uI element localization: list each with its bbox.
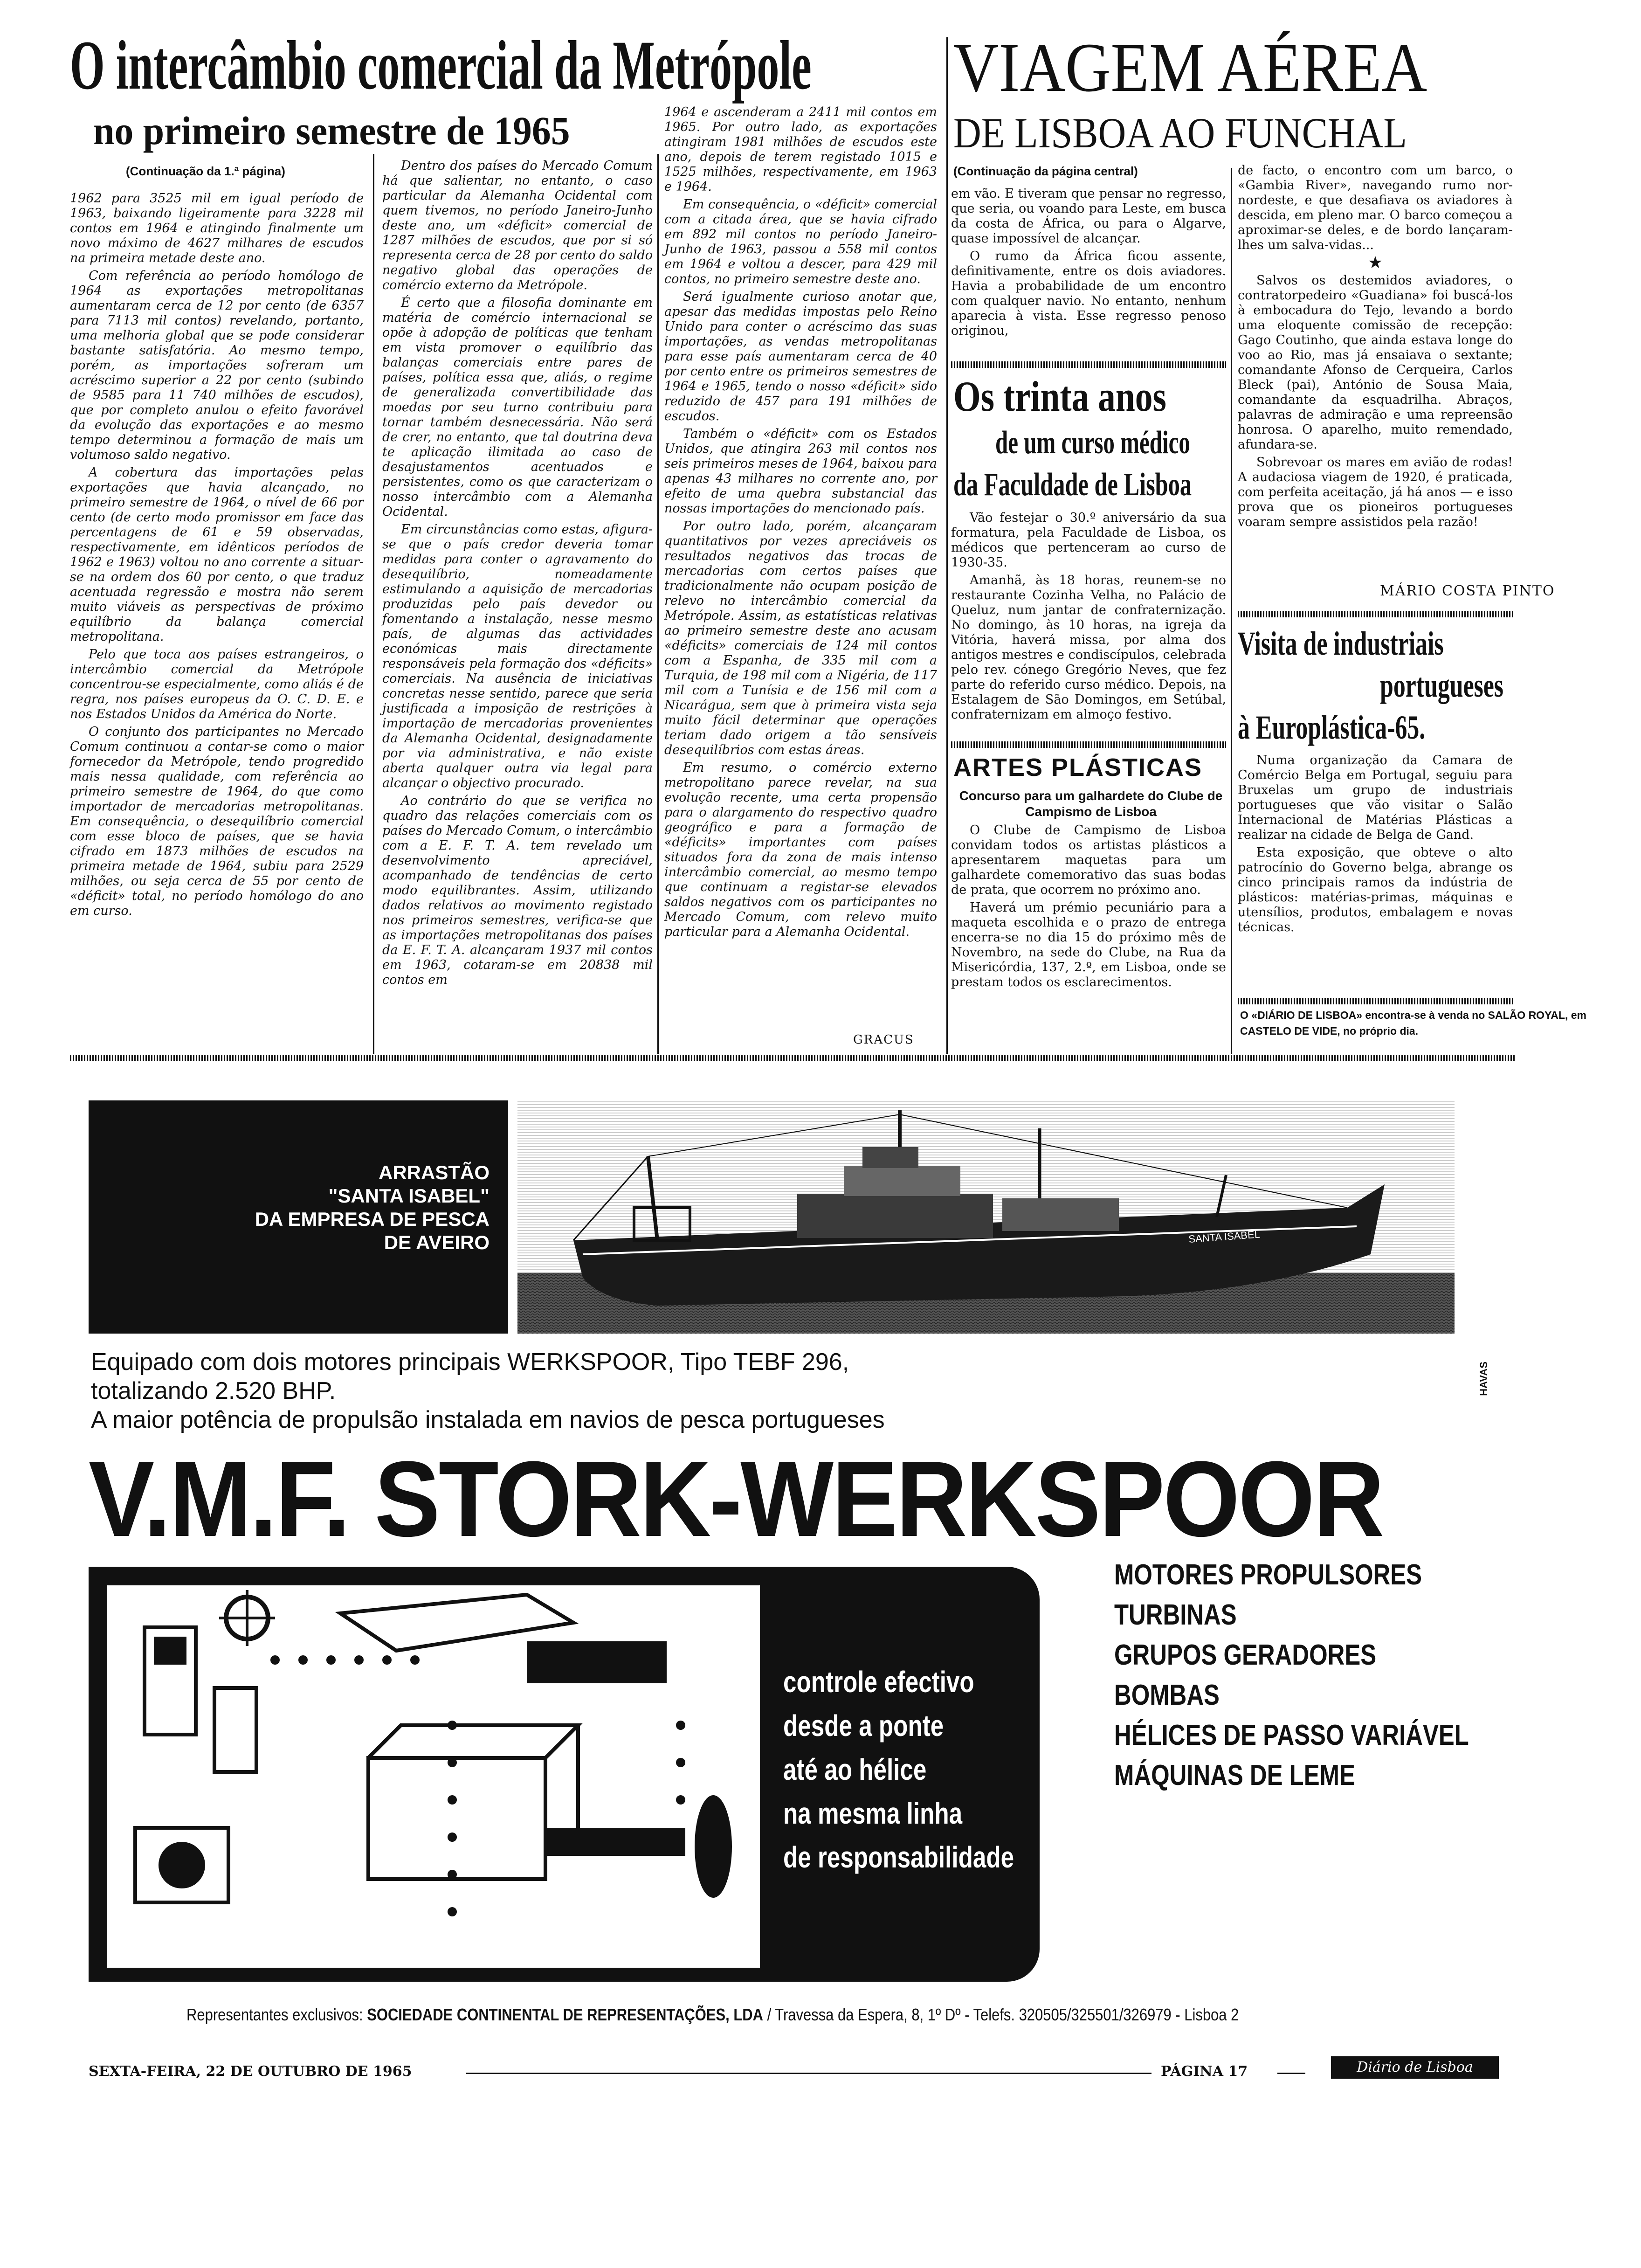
ad-slogan (783, 1660, 1026, 1879)
ship-caption-line1: ARRASTÃO (379, 1162, 490, 1183)
article3-subtitle2: da Faculdade de Lisboa (953, 467, 1192, 503)
article5-p2: Esta exposição, que obteve o alto patrocínio do Governo belga, abrange os cinco principais ramos da indústria de plásticos: matérias-primas, máquinas e utensílios, produtos, embalagem e novas técnicas. (1238, 845, 1513, 934)
ship-caption-line3: DA EMPRESA DE PESCA (255, 1208, 490, 1230)
article1-c3-p3: Será igualmente curioso anotar que, apesar das medidas impostas pelo Reino Unido para conter o acréscimo das suas importações, as vendas metropolitanas para esse país aumentaram cerca de 40 por cento entre os primeiros semestres de 1964 e 1965, tendo o nosso «déficit» sido reduzido de 457 para 191 milhões de escudos. (664, 290, 937, 423)
article2-c1-p2: O rumo da África ficou assente, definitivamente, entre os dois aviadores. Havia a probabilidade de um encontro com qualquer navio. No entanto, nenhum aparecia à vista. Esse regresso penoso originou, (951, 249, 1226, 338)
column-rule (657, 154, 659, 1054)
article1-c3-p2: Em consequência, o «déficit» comercial com a citada área, que se havia cifrado em 892 mil contos no período Janeiro-Junho de 1963, passou a 558 mil contos em 1964 e voltou a descer, para 429 mil contos, no primeiro semestre deste ano. (664, 197, 937, 286)
engine-diagram-box (89, 1567, 1040, 1982)
article1-c2-p1: Dentro dos países do Mercado Comum há que salientar, no entanto, o caso particular da Alemanha Ocidental com quem tivemos, no período Janeiro-Junho deste ano, um «déficit» comercial de 1287 milhões de escudos, que por si só representa cerca de 28 por cento do saldo negativo global das operações de comércio externo da Metrópole. (382, 159, 653, 292)
article2-c2-p2: Salvos os destemidos aviadores, o contratorpedeiro «Guadiana» foi buscá-los à embocadura do Tejo, levando a bordo uma eloquente comissão de recepção: Gago Coutinho, que ainda estava longe do voo ao Rio, mas já ensaiava o sextante; comandante Afonso de Cerqueira, Carlos Bleck (pai), António de Sousa Maia, comandante da esquadrilha. Abraços, palavras de admiração e uma repreensão honrosa. O aparelho, muito remendado, afundara-se. (1238, 273, 1513, 452)
representatives-line (186, 2005, 1501, 2025)
brand-logo: V.M.F. STORK-WERKSPOOR (89, 1439, 1383, 1559)
article4-p1: O Clube de Campismo de Lisboa convidam todos os artistas plásticos a apresentarem maquetas para um galhardete comemorativo das suas bodas de prata, que ocorrem no próximo ano. (951, 823, 1226, 897)
notice-line1: O «DIÁRIO DE LISBOA» encontra-se à venda no SALÃO ROYAL, em (1240, 1009, 1586, 1021)
article1-column-2 (382, 159, 653, 1044)
slogan-line3: até ao hélice (783, 1753, 927, 1786)
slogan-line4: na mesma linha (783, 1797, 963, 1830)
article2-c2-p3: Sobrevoar os mares em avião de rodas! A audaciosa viagem de 1920, é praticada, com perfeita aceitação, já há anos — e isso prova que os pioneiros portugueses voaram sempre assistidos pela razão! (1238, 455, 1513, 529)
article1-c1-p2: Com referência ao período homólogo de 1964 as exportações metropolitanas aumentaram cerca de 12 por cento (de 6357 para 7113 mil contos) revelando, portanto, uma melhoria global que se pode considerar bastante satisfatória. Ao mesmo tempo, porém, as importações sofreram um acréscimo superior a 22 por cento (subindo de 9585 para 11 740 milhões de escudos), que por completo anulou o efeito favorável da evolução das exportações e ao mesmo tempo determinou a formação de mais um volumoso saldo negativo. (70, 269, 364, 462)
article1-column-1 (70, 191, 364, 1044)
article1-c2-p3: Em circunstâncias como estas, afigura-se que o país credor deveria tomar medidas para conter o agravamento do desequilíbrio, nomeadamente estimulando a aquisição de mercadorias produzidas pelo país devedor ou fomentando a instalação, nesse mesmo país, de algumas das actividades económicas mais directamente responsáveis pela formação dos «déficits» comerciais. Na ausência de iniciativas concretas nesse sentido, parece que seria justificada a imposição de restrições à importação de mercadorias provenientes da Alemanha Ocidental, designadamente por via administrativa, e não existe aberta qualquer outra via legal para alcançar o objectivo procurado. (382, 522, 653, 790)
engine-diagram-icon (107, 1585, 760, 1968)
article3-body (951, 511, 1226, 737)
product-item: TURBINAS (1114, 1599, 1237, 1631)
footer-rule (466, 2073, 1151, 2074)
reps-label: Representantes exclusivos: (186, 2005, 363, 2024)
product-item: BOMBAS (1114, 1679, 1220, 1711)
reps-company: SOCIEDADE CONTINENTAL DE REPRESENTAÇÕES, LDA (367, 2005, 763, 2024)
product-item: MÁQUINAS DE LEME (1114, 1759, 1355, 1791)
product-item: HÉLICES DE PASSO VARIÁVEL (1114, 1719, 1469, 1751)
ad-agency: HAVAS (1478, 1362, 1489, 1396)
article2-c2-p1: de facto, o encontro com um barco, o «Gambia River», navegando rumo nor-nordeste, e que desafiava os aviadores à descida, em pleno mar. O barco começou a aproximar-se deles, e de bordo lançaram-lhes um salva-vidas... (1238, 163, 1513, 252)
reps-address: / Travessa da Espera, 8, 1º Dº - Telefs. 320505/325501/326979 - Lisboa 2 (767, 2005, 1239, 2024)
article1-author: GRACUS (853, 1033, 914, 1047)
footer-masthead-logo: Diário de Lisboa (1331, 2056, 1499, 2079)
column-rule (946, 37, 948, 1054)
article1-c2-p2: É certo que a filosofia dominante em matéria de comércio internacional se opõe à adopção de políticas que tenham em vista promover o equilíbrio das balanças comerciais entre pares de países, política essa que, aliás, o regime de generalizada convertibilidade das moedas por seu turno contribuiu para tornar também desnecessária. Não será de crer, no entanto, que tal doutrina deva te aplicação ilimitada ao caso de desajustamentos acentuados e persistentes, como os que caracterizam o nosso intercâmbio com a Alemanha Ocidental. (382, 296, 653, 519)
divider (951, 361, 1226, 368)
article1-c2-p4: Ao contrário do que se verifica no quadro das relações comerciais com os países do Mercado Comum, o intercâmbio com a E. F. T. A. tem revelado um desenvolvimento apreciável, acompanhado de tendências de certo modo equilibrantes. Assim, utilizando dados relativos ao movimento registado nos primeiros semestres, verifica-se que as importações metropolitanas dos países da E. F. T. A. alcançaram 1937 mil contos em 1963, cotaram-se em 20838 mil contos em (382, 794, 653, 987)
divider (1238, 611, 1513, 617)
ship-ad-line2: totalizando 2.520 BHP. (91, 1377, 336, 1404)
article2-column-2 (1238, 163, 1513, 602)
article5-title1: Visita de industriais (1238, 625, 1444, 662)
product-list (1114, 1555, 1496, 1796)
ship-caption-line4: DE AVEIRO (384, 1231, 490, 1253)
article1-c1-p1: 1962 para 3525 mil em igual período de 1963, baixando ligeiramente para 3228 mil contos em 1964 e atingindo finalmente um novo máximo de 4627 milhares de escudos na primeira metade deste ano. (70, 191, 364, 265)
article2-subtitle: DE LISBOA AO FUNCHAL (953, 109, 1407, 157)
article1-continuation: (Continuação da 1.ª página) (126, 164, 285, 178)
article1-c3-p5: Por outro lado, porém, alcançaram quantitativos por vezes apreciáveis os resultados negativos das trocas de mercadorias com certos países que tradicionalmente não ocupam posição de relevo no intercâmbio comercial da Metrópole. Assim, as estatísticas relativas ao primeiro semestre deste ano acusam «déficits» comerciais de 124 mil contos com a Espanha, de 335 mil com a Turquia, de 198 mil com a Nigéria, de 117 mil com a Tunísia e de 156 mil com a Nicarágua, sem que à primeira vista seja muito fácil determinar que operações teriam dado origem a tão sensíveis desequilíbrios com estas áreas. (664, 519, 937, 757)
product-item: GRUPOS GERADORES (1114, 1639, 1377, 1671)
article5-body (1238, 753, 1513, 993)
trawler-icon (517, 1100, 1455, 1334)
article2-title: VIAGEM AÉREA (953, 29, 1427, 106)
footer-date: SEXTA-FEIRA, 22 DE OUTUBRO DE 1965 (89, 2063, 412, 2080)
ship-illustration (517, 1100, 1455, 1334)
article4-title: Concurso para um galhardete do Clube de Campismo de Lisboa (959, 788, 1223, 819)
notice-diario (1240, 1007, 1586, 1039)
ship-ad-line3: A maior potência de propulsão instalada em navios de pesca portugueses (91, 1406, 885, 1433)
article3-p1: Vão festejar o 30.º aniversário da sua formatura, pela Faculdade de Lisboa, os médicos que pertenceram ao curso de 1930-35. (951, 511, 1226, 570)
article1-c3-p4: Também o «déficit» com os Estados Unidos, que atingira 263 mil contos nos seis primeiros meses de 1964, baixou para apenas 43 milhares no corrente ano, por efeito de uma quebra substancial das nossas importações do mencionado país. (664, 427, 937, 516)
ship-ad-caption-box (89, 1100, 508, 1334)
divider (1238, 998, 1513, 1004)
footer-page-number: PÁGINA 17 (1161, 2063, 1248, 2080)
ship-ad-text (91, 1348, 885, 1434)
article1-c1-p3: A cobertura das importações pelas exportações que havia alcançado, no primeiro semestre de 1964, o nível de 66 por cento (de certo modo promissor em face das percentagens de 61 e 59 observadas, respectivamente, em idênticos períodos de 1962 e 1963) voltou no ano corrente a situar-se na ordem dos 60 por cento, o que traduz acentuada regressão e mostra não serem muito viáveis as perspectivas de próximo equilíbrio da balança comercial metropolitana. (70, 465, 364, 644)
divider (951, 741, 1226, 748)
article1-title: O intercâmbio comercial da Metrópole (70, 27, 812, 104)
section-rule (70, 1055, 1515, 1061)
slogan-line1: controle efectivo (783, 1665, 974, 1699)
article1-c1-p4: Pelo que toca aos países estrangeiros, o intercâmbio comercial da Metrópole concentrou-se especialmente, como aliás é de regra, nos países europeus da O. C. D. E. e nos Estados Unidos da América do Norte. (70, 647, 364, 721)
ship-ad-line1: Equipado com dois motores principais WERKSPOOR, Tipo TEBF 296, (91, 1348, 849, 1376)
article5-title2: portugueses (1380, 667, 1503, 704)
ship-name-label: SANTA ISABEL (1188, 1228, 1261, 1245)
article3-subtitle1: de um curso médico (995, 425, 1190, 461)
article2-author: MÁRIO COSTA PINTO (1380, 583, 1555, 599)
article1-c3-p6: Em resumo, o comércio externo metropolitano parece revelar, na sua evolução recente, uma certa propensão para o alargamento do respectivo quadro geográfico e para a formação de «déficits» importantes com países situados fora da zona de mais intenso intercâmbio comercial, ao mesmo tempo que continuam a registar-se elevados saldos negativos com os participantes no Mercado Comum, com relevo muito particular para a Alemanha Ocidental. (664, 761, 937, 939)
article5-p1: Numa organização da Camara de Comércio Belga em Portugal, seguiu para Bruxelas um grupo de industriais portugueses que vão visitar o Salão Internacional de Matérias Plásticas a realizar na cidade de Belga de Gand. (1238, 753, 1513, 842)
column-rule (1231, 168, 1232, 1054)
article2-c1-p1: em vão. E tiveram que pensar no regresso, que seria, ou voando para Leste, em busca da costa de África, ou para o Algarve, quase impossível de alcançar. (951, 187, 1226, 246)
slogan-line5: de responsabilidade (783, 1840, 1014, 1874)
article1-c1-p5: O conjunto dos participantes no Mercado Comum continuou a contar-se como o maior fornecedor da Metrópole, tendo progredido mais nessa qualidade, com referência ao primeiro semestre de 1964, do que como importador de mercadorias metropolitanas. Em consequência, o desequilíbrio comercial com esse bloco de países, que se havia cifrado em 1873 milhões de escudos na primeira metade de 1964, subiu para 2529 milhões, ou seja cerca de 55 por cento de «déficit» total, no período homólogo do ano em curso. (70, 725, 364, 918)
footer-rule (1277, 2073, 1305, 2074)
article2-continuation: (Continuação da página central) (953, 164, 1138, 178)
article3-p2: Amanhã, às 18 horas, reunem-se no restaurante Cozinha Velha, no Palácio de Queluz, num jantar de confraternização. No domingo, às 10 horas, na igreja da Vitória, haverá missa, por alma dos antigos mestres e condiscípulos, celebrada pelo rev. cónego Gregório Neves, que fez parte do referido curso médico. Depois, na Estalagem de São Domingos, em Setúbal, confraternizam em almoço festivo. (951, 573, 1226, 722)
article4-p2: Haverá um prémio pecuniário para a maqueta escolhida e o prazo de entrega encerra-se no dia 15 do próximo mês de Novembro, na sede do Clube, na Rua da Misericórdia, 137, 2.º, em Lisboa, onde se prestam todos os esclarecimentos. (951, 900, 1226, 989)
article4-body (951, 823, 1226, 1051)
ship-caption-line2: "SANTA ISABEL" (328, 1185, 490, 1207)
column-rule (373, 154, 374, 1054)
article1-subtitle: no primeiro semestre de 1965 (93, 108, 570, 153)
notice-line2: CASTELO DE VIDE, no próprio dia. (1240, 1025, 1419, 1037)
article3-title: Os trinta anos (953, 373, 1166, 420)
product-item: MOTORES PROPULSORES (1114, 1559, 1422, 1591)
article5-title3: à Europlástica-65. (1238, 709, 1426, 746)
article1-c3-p1: 1964 e ascenderam a 2411 mil contos em 1965. Por outro lado, as exportações atingiram 1981 milhões de escudos este ano, depois de terem registado 1015 e 1525 milhões, respectivamente, em 1963 e 1964. (664, 105, 937, 194)
article4-section: ARTES PLÁSTICAS (953, 754, 1203, 781)
article2-separator: ★ (1367, 253, 1383, 272)
article2-column-1 (951, 187, 1226, 361)
slogan-line2: desde a ponte (783, 1709, 944, 1742)
article1-column-3 (664, 105, 937, 1033)
